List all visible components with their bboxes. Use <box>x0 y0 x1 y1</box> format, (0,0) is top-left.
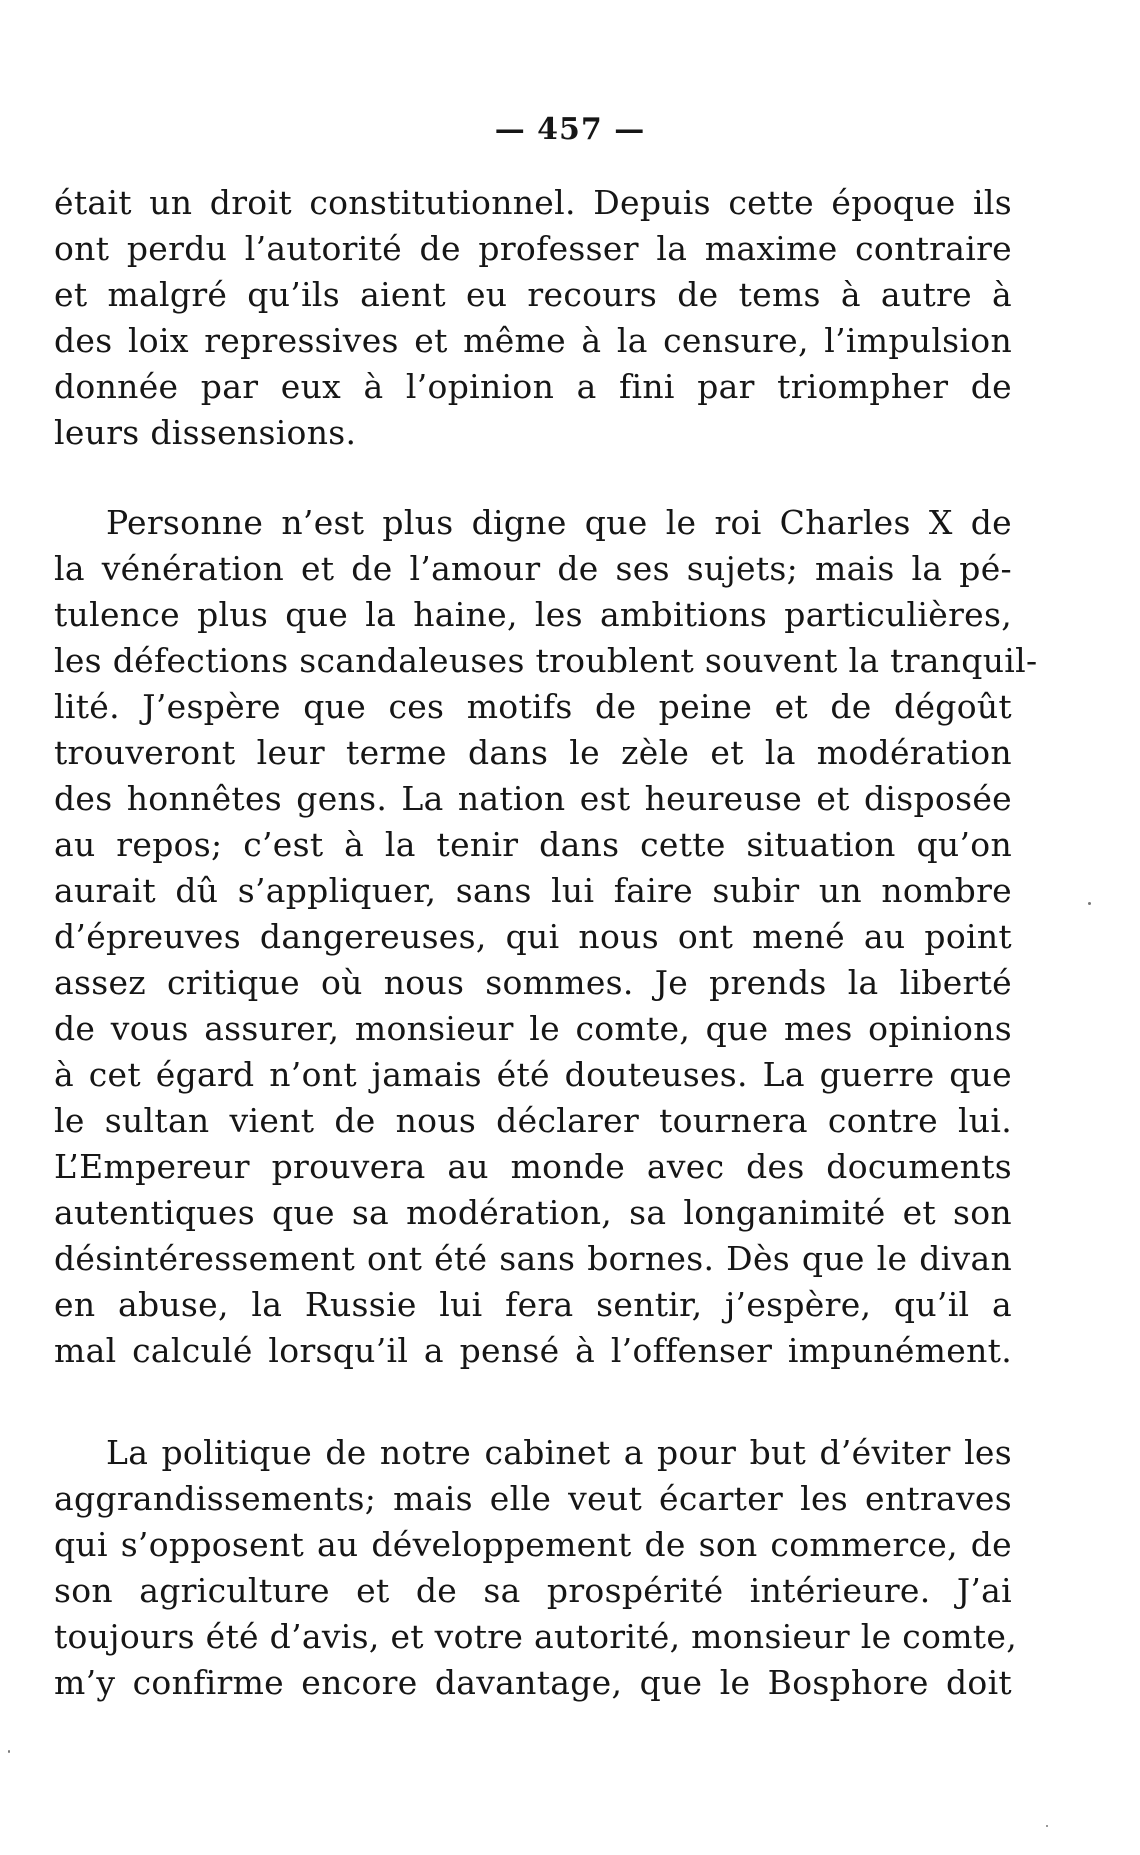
text-line: trouveront leur terme dans le zèle et la modération <box>54 733 1012 772</box>
text-line: aurait dû s’appliquer, sans lui faire subir un nombre <box>54 871 1012 910</box>
text-line: tulence plus que la haine, les ambitions particulières, <box>54 595 1012 634</box>
paragraph-1 <box>54 180 1012 456</box>
text-line: mal calculé lorsqu’il a pensé à l’offenser impunément. <box>54 1331 1012 1370</box>
scan-speck <box>1088 902 1091 905</box>
text-line: autentiques que sa modération, sa longanimité et son <box>54 1193 1012 1232</box>
scan-speck <box>1046 1825 1048 1827</box>
text-line: La politique de notre cabinet a pour but d’éviter les <box>106 1433 1012 1472</box>
text-line: désintéressement ont été sans bornes. Dès que le divan <box>54 1239 1012 1278</box>
text-line: donnée par eux à l’opinion a fini par triompher de <box>54 367 1012 406</box>
text-line: Personne n’est plus digne que le roi Charles X de <box>106 503 1012 542</box>
text-line: son agriculture et de sa prospérité intérieure. J’ai <box>54 1571 1012 1610</box>
text-line: était un droit constitutionnel. Depuis cette époque ils <box>54 183 1012 222</box>
text-line: assez critique où nous sommes. Je prends la liberté <box>54 963 1012 1002</box>
text-line: des loix repressives et même à la censure, l’impulsion <box>54 321 1012 360</box>
text-line: ont perdu l’autorité de professer la maxime contraire <box>54 229 1012 268</box>
text-line: au repos; c’est à la tenir dans cette situation qu’on <box>54 825 1012 864</box>
text-line: les défections scandaleuses troublent souvent la tranquil- <box>54 641 1038 680</box>
text-line: de vous assurer, monsieur le comte, que mes opinions <box>54 1009 1012 1048</box>
scan-speck <box>8 1750 10 1753</box>
text-line: m’y confirme encore davantage, que le Bosphore doit <box>54 1663 1012 1702</box>
text-line: à cet égard n’ont jamais été douteuses. La guerre que <box>54 1055 1012 1094</box>
text-line: aggrandissements; mais elle veut écarter les entraves <box>54 1479 1012 1518</box>
text-line: lité. J’espère que ces motifs de peine et de dégoût <box>54 687 1012 726</box>
text-line: leurs dissensions. <box>54 413 357 452</box>
text-line: en abuse, la Russie lui fera sentir, j’espère, qu’il a <box>54 1285 1012 1324</box>
page-number: — 457 — <box>494 112 646 147</box>
text-line: toujours été d’avis, et votre autorité, monsieur le comte, <box>54 1617 1017 1656</box>
text-line: la vénération et de l’amour de ses sujets; mais la pé- <box>54 549 1012 588</box>
paragraph-3 <box>54 1430 1017 1706</box>
text-line: d’épreuves dangereuses, qui nous ont mené au point <box>54 917 1012 956</box>
text-line: et malgré qu’ils aient eu recours de tems à autre à <box>54 275 1012 314</box>
text-line: des honnêtes gens. La nation est heureuse et disposée <box>54 779 1012 818</box>
text-line: L’Empereur prouvera au monde avec des documents <box>54 1147 1012 1186</box>
text-line: qui s’opposent au développement de son commerce, de <box>54 1525 1012 1564</box>
text-line: le sultan vient de nous déclarer tournera contre lui. <box>54 1101 1012 1140</box>
paragraph-2 <box>54 500 1038 1374</box>
